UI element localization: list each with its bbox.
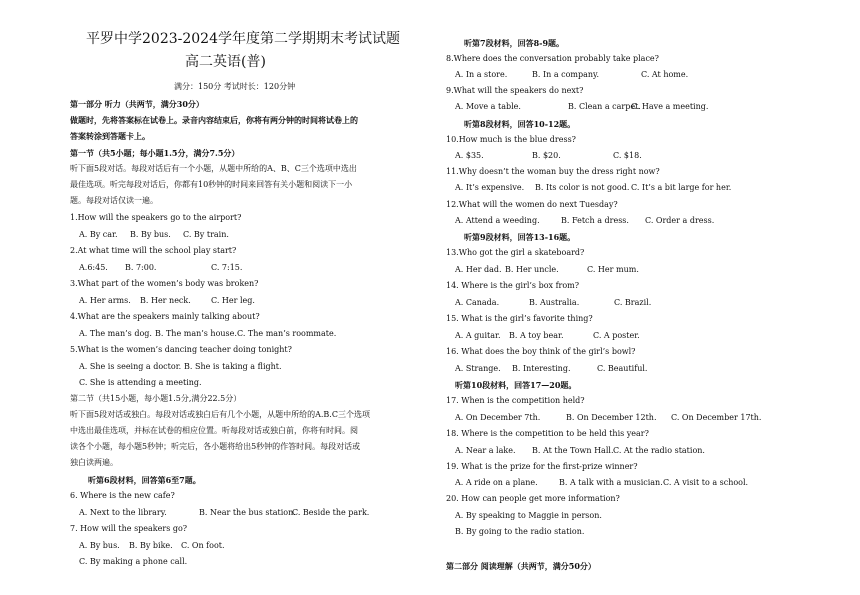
option-a: A. Move a table.: [455, 102, 521, 111]
option-a: A. She is seeing a doctor.: [79, 362, 182, 371]
option-c: C. On December 17th.: [671, 413, 762, 422]
option-a: A. On December 7th.: [455, 413, 541, 422]
section2-heading: 第二节（共15小题，每小题1.5分,满分22.5分）: [70, 394, 242, 403]
question-17: 17. When is the competition held?: [446, 396, 585, 405]
option-c: C. 7:15.: [211, 263, 243, 272]
option-c: C. A poster.: [593, 331, 640, 340]
option-b: B. Fetch a dress.: [561, 216, 629, 225]
option-a: A. By speaking to Maggie in person.: [455, 511, 602, 520]
option-a: A. Next to the library.: [79, 508, 167, 517]
part1-note: 做题时，先将答案标在试卷上。录音内容结束后，你将有两分钟的时间将试卷上的: [70, 115, 358, 125]
section1-heading: 第一节（共5小题；每小题1.5分，满分7.5分）: [70, 148, 240, 158]
passage-6-heading: 听第6段材料，回答第6至7题。: [88, 475, 201, 485]
option-a: A. Near a lake.: [455, 446, 516, 455]
option-a: A. By bus.: [79, 541, 120, 550]
question-16: 16. What does the boy think of the girl’s bowl?: [446, 347, 636, 356]
option-b: B. In a company.: [532, 70, 600, 79]
question-9: 9.What will the speakers do next?: [446, 86, 584, 95]
option-b: B. A talk with a musician.: [559, 478, 663, 487]
section1-instructions: 题。每段对话仅读一遍。: [70, 196, 158, 205]
option-c: C. Brazil.: [614, 298, 652, 307]
option-b: B. A toy bear.: [509, 331, 564, 340]
option-b: B. The man’s house.: [155, 329, 237, 338]
section2-instructions: 中选出最佳选项，并标在试卷的相应位置。听每段对话或独白前，你将有时间。阅: [70, 426, 358, 435]
option-c-extra: C. By making a phone call.: [79, 557, 188, 566]
option-a: A. Canada.: [455, 298, 500, 307]
question-2: 2.At what time will the school play start?: [70, 246, 237, 255]
passage-8-heading: 听第8段材料，回答10-12题。: [464, 119, 576, 129]
option-b: B. Her uncle.: [505, 265, 559, 274]
option-b: B. Clean a carpet.: [568, 102, 641, 111]
option-c: C. Beside the park.: [292, 508, 370, 517]
question-14: 14. Where is the girl’s box from?: [446, 281, 580, 290]
option-c: C. $18.: [613, 151, 642, 160]
option-b: B. By bike.: [129, 541, 173, 550]
option-b: B. Its color is not good.: [535, 183, 630, 192]
option-c: C. Her mum.: [587, 265, 639, 274]
option-b: B. At the Town Hall.: [532, 446, 614, 455]
section2-instructions: 独白读两遍。: [70, 458, 118, 467]
option-a: A. Her arms.: [79, 296, 131, 305]
part2-heading: 第二部分 阅读理解（共两节，满分50分）: [446, 561, 596, 571]
question-19: 19. What is the prize for the first-prize winner?: [446, 462, 638, 471]
option-b: B. Interesting.: [512, 364, 571, 373]
exam-meta: 满分：150分 考试时长：120分钟: [174, 82, 296, 91]
option-b: B. $20.: [532, 151, 561, 160]
option-c: C. A visit to a school.: [663, 478, 749, 487]
option-b: B. She is taking a flight.: [184, 362, 282, 371]
passage-7-heading: 听第7段材料，回答8-9题。: [464, 38, 565, 48]
option-c: C. At home.: [641, 70, 689, 79]
question-10: 10.How much is the blue dress?: [446, 135, 576, 144]
question-7: 7. How will the speakers go?: [70, 524, 188, 533]
option-a: A. $35.: [455, 151, 484, 160]
option-b: B. On December 12th.: [566, 413, 657, 422]
part1-note: 答案转涂到答题卡上。: [70, 131, 150, 141]
question-8: 8.Where does the conversation probably take place?: [446, 54, 659, 63]
option-a: A. The man’s dog.: [79, 329, 152, 338]
option-b: B. Near the bus station.: [199, 508, 296, 517]
exam-subtitle: 高二英语(普): [185, 54, 266, 70]
option-c: C. Order a dress.: [645, 216, 715, 225]
option-c: C. It’s a bit large for her.: [631, 183, 732, 192]
passage-10-heading: 听第10段材料，回答17—20题。: [455, 380, 577, 390]
question-5: 5.What is the women’s dancing teacher doing tonight?: [70, 345, 292, 354]
question-6: 6. Where is the new cafe?: [70, 491, 175, 500]
option-c: C. On foot.: [181, 541, 225, 550]
question-1: 1.How will the speakers go to the airport?: [70, 213, 242, 222]
option-a: A. In a store.: [455, 70, 508, 79]
passage-9-heading: 听第9段材料，回答13-16题。: [464, 232, 576, 242]
section2-instructions: 听下面5段对话或独白。每段对话或独白后有几个小题，从题中所给的A.B.C三个选项: [70, 410, 370, 419]
option-c: C. She is attending a meeting.: [79, 378, 202, 387]
question-18: 18. Where is the competition to be held this year?: [446, 429, 649, 438]
section1-instructions: 最佳选项。听完每段对话后，你都有10秒钟的时间来回答有关小题和阅读下一小: [70, 180, 353, 189]
option-c: C. By train.: [183, 230, 229, 239]
section1-instructions: 听下面5段对话。每段对话后有一个小题，从题中所给的A、B、C三个选项中选出: [70, 164, 357, 173]
exam-title: 平罗中学2023-2024学年度第二学期期末考试试题: [86, 31, 400, 47]
option-a: A.6:45.: [79, 263, 108, 272]
section2-instructions: 读各个小题，每小题5秒钟；听完后，各小题将给出5秒钟的作答时间。每段对话或: [70, 442, 361, 451]
question-12: 12.What will the women do next Tuesday?: [446, 200, 618, 209]
option-a: A. Strange.: [455, 364, 501, 373]
option-a: A. By car.: [79, 230, 118, 239]
question-3: 3.What part of the women’s body was broken?: [70, 279, 259, 288]
question-4: 4.What are the speakers mainly talking about?: [70, 312, 260, 321]
option-b: B. Australia.: [529, 298, 580, 307]
option-c: C. At the radio station.: [613, 446, 705, 455]
option-b: B. Her neck.: [140, 296, 191, 305]
part1-heading: 第一部分 听力（共两节，满分30分）: [70, 99, 204, 109]
option-c: C. The man’s roommate.: [237, 329, 337, 338]
option-c: C. Her leg.: [211, 296, 255, 305]
question-20: 20. How can people get more information?: [446, 494, 620, 503]
option-b: B. 7:00.: [125, 263, 157, 272]
option-a: A. A guitar.: [455, 331, 501, 340]
option-a: A. A ride on a plane.: [455, 478, 538, 487]
question-13: 13.Who got the girl a skateboard?: [446, 248, 585, 257]
option-a: A. Her dad.: [455, 265, 502, 274]
option-a: A. Attend a weeding.: [455, 216, 540, 225]
option-c: C. Have a meeting.: [631, 102, 709, 111]
option-a: A. It’s expensive.: [455, 183, 525, 192]
question-15: 15. What is the girl’s favorite thing?: [446, 314, 593, 323]
question-11: 11.Why doesn’t the woman buy the dress right now?: [446, 167, 660, 176]
option-c: C. Beautiful.: [597, 364, 648, 373]
option-b: B. By bus.: [130, 230, 171, 239]
option-b: B. By going to the radio station.: [455, 527, 585, 536]
